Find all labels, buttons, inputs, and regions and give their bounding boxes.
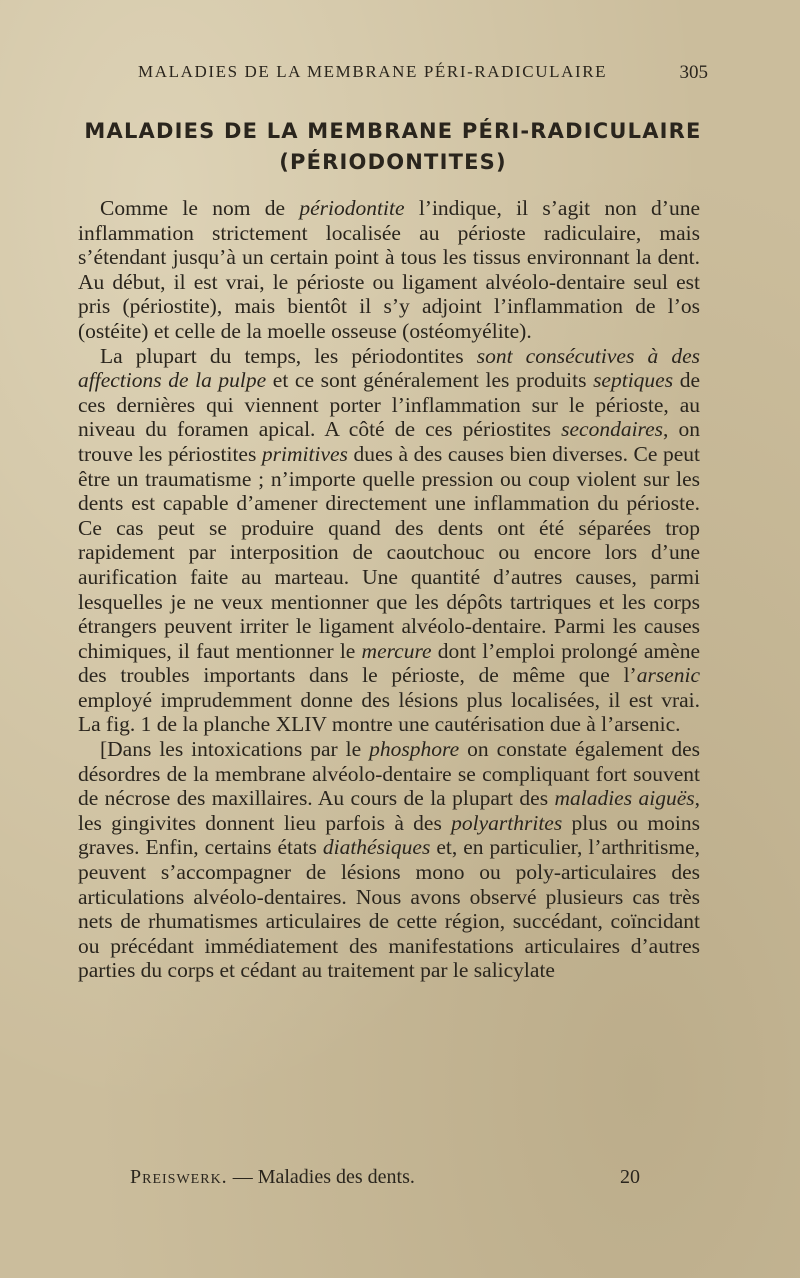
italic-text: septiques: [593, 368, 674, 393]
italic-text: secondaires: [561, 417, 664, 442]
text-segment: Comme le nom de: [100, 196, 300, 220]
text-segment: , les gingivites donnent lieu parfois à des: [78, 786, 700, 835]
footer-book-title: Maladies des dents.: [257, 1166, 415, 1188]
text-segment: l’indique, il s’agit non d’une inflammation strictement localisée au périoste radiculaire, mais s’étendant jusqu’à un certain point à tous les tissus environnant la dent. Au début, il est vrai, le périoste ou ligament alvéolo-dentaire seul est pris (périostite), mais bientôt il s’y adjoint l’inflammation de l’os (ostéite) et celle de la moelle osseuse (ostéomyélite).: [78, 196, 700, 343]
italic-text: sont consécutives à des affections de la pulpe: [78, 343, 700, 393]
text-segment: [Dans les intoxications par le: [100, 737, 370, 762]
text-segment: et, en particulier, l’arthritisme, peuvent s’accompagner de lésions mono ou poly-articulaires des articulations alvéolo-dentaires. Nous avons observé plusieurs cas très nets de rhumatismes articulaires de cette région, succédant, coïncidant ou précédant immédiatement des manifestations articulaires d’autres parties du corps et cédant au traitement par le salicylate: [78, 835, 700, 983]
body-text: [78, 196, 700, 983]
text-segment: dues à des causes bien diverses. Ce peut être un traumatisme ; n’importe quelle pression ou coup violent sur les dents est capable d’amener directement une inflammation du périoste. Ce cas peut se produire quand des dents ont été séparées trop rapidement par interposition de caoutchouc ou encore lors d’une aurification faite au marteau. Une quantité d’autres causes, parmi lesquelles je ne veux mentionner que les dépôts tartriques et les corps étrangers peuvent irriter le ligament alvéolo-dentaire. Parmi les causes chimiques, il faut mentionner le: [78, 441, 701, 663]
footer-author: Preiswerk.: [130, 1166, 228, 1188]
paragraph: [78, 196, 700, 344]
italic-text: primitives: [261, 441, 348, 466]
italic-text: mercure: [361, 638, 432, 663]
chapter-title-line-2: (PÉRIODONTITES): [279, 150, 507, 174]
chapter-title-line-1: MALADIES DE LA MEMBRANE PÉRI-RADICULAIRE: [84, 119, 702, 143]
page-footer: [130, 1166, 640, 1189]
signature-mark: 20: [620, 1166, 640, 1188]
italic-text: périodontite: [299, 196, 405, 220]
chapter-title: [78, 116, 708, 178]
text-segment: , on trouve les périostites: [78, 417, 701, 466]
text-segment: La plupart du temps, les périodontites: [100, 343, 477, 368]
italic-text: maladies aiguës: [554, 786, 695, 811]
paragraph: [78, 344, 700, 738]
text-segment: de ces dernières qui viennent porter l’inflammation sur le périoste, au niveau du foramen apical. A côté de ces périostites: [78, 368, 700, 442]
page-number: 305: [679, 62, 708, 83]
paragraph: [78, 737, 700, 983]
footer-separator: —: [227, 1166, 258, 1188]
text-segment: employé imprudemment donne des lésions plus localisées, il est vrai. La fig. 1 de la planche XLIV montre une cautérisation due à l’arsenic.: [78, 687, 700, 737]
italic-text: diathésiques: [322, 835, 431, 860]
text-segment: et ce sont généralement les produits: [266, 368, 594, 393]
running-head-title: MALADIES DE LA MEMBRANE PÉRI-RADICULAIRE: [138, 62, 608, 81]
italic-text: phosphore: [369, 737, 460, 762]
text-segment: plus ou moins graves. Enfin, certains états: [78, 810, 700, 860]
italic-text: polyarthrites: [451, 810, 563, 835]
italic-text: arsenic: [636, 663, 700, 688]
text-segment: on constate également des désordres de la membrane alvéolo-dentaire se compliquant fort souvent de nécrose des maxillaires. Au cours de la plupart des: [78, 737, 700, 811]
text-segment: dont l’emploi prolongé amène des troubles importants dans le périoste, de même que l’: [78, 638, 700, 688]
